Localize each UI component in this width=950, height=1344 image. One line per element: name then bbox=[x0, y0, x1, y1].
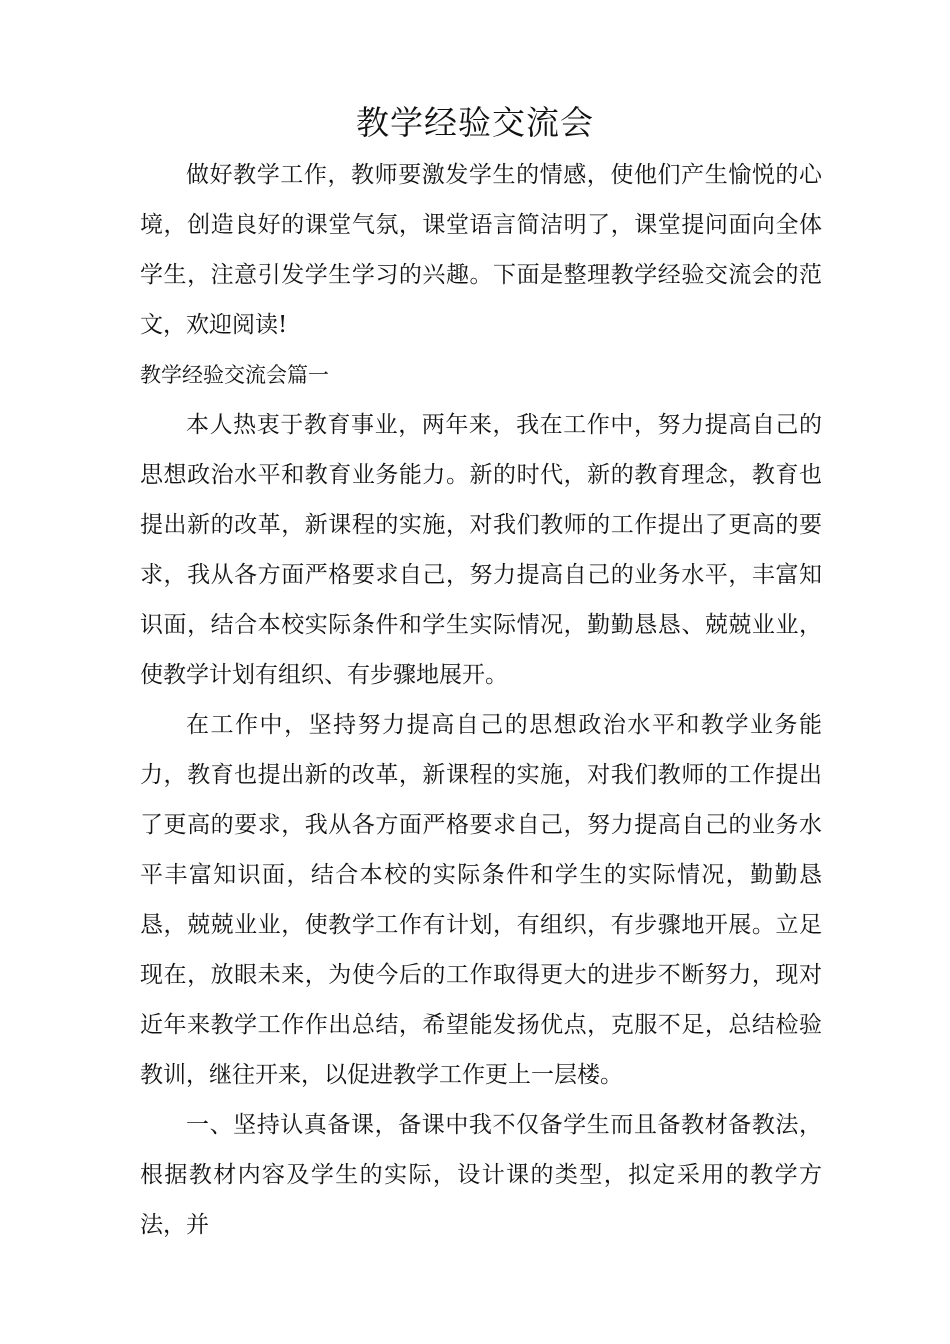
document-title: 教学经验交流会 bbox=[356, 103, 594, 142]
section-heading: 教学经验交流会篇一 bbox=[140, 363, 329, 387]
document-body bbox=[140, 150, 822, 1250]
intro-paragraph: 做好教学工作，教师要激发学生的情感，使他们产生愉悦的心境，创造良好的课堂气氛，课堂语言简洁明了，课堂提问面向全体学生，注意引发学生学习的兴趣。下面是整理教学经验交流会的范文，欢迎阅读! bbox=[140, 162, 822, 338]
body-paragraph-2: 在工作中，坚持努力提高自己的思想政治水平和教学业务能力，教育也提出新的改革，新课程的实施，对我们教师的工作提出了更高的要求，我从各方面严格要求自己，努力提高自己的业务水平丰富知识面，结合本校的实际条件和学生的实际情况，勤勤恳恳，兢兢业业，使教学工作有计划，有组织，有步骤地开展。立足现在，放眼未来，为使今后的工作取得更大的进步不断努力，现对近年来教学工作作出总结，希望能发扬优点，克服不足，总结检验教训，继往开来，以促进教学工作更上一层楼。 bbox=[140, 712, 822, 1088]
body-paragraph-3: 一、坚持认真备课，备课中我不仅备学生而且备教材备教法，根据教材内容及学生的实际，设计课的类型，拟定采用的教学方法，并 bbox=[140, 1112, 822, 1238]
body-paragraph-1: 本人热衷于教育事业，两年来，我在工作中，努力提高自己的思想政治水平和教育业务能力。新的时代，新的教育理念，教育也提出新的改革，新课程的实施，对我们教师的工作提出了更高的要求，我从各方面严格要求自己，努力提高自己的业务水平，丰富知识面，结合本校实际条件和学生实际情况，勤勤恳恳、兢兢业业，使教学计划有组织、有步骤地展开。 bbox=[140, 412, 822, 688]
